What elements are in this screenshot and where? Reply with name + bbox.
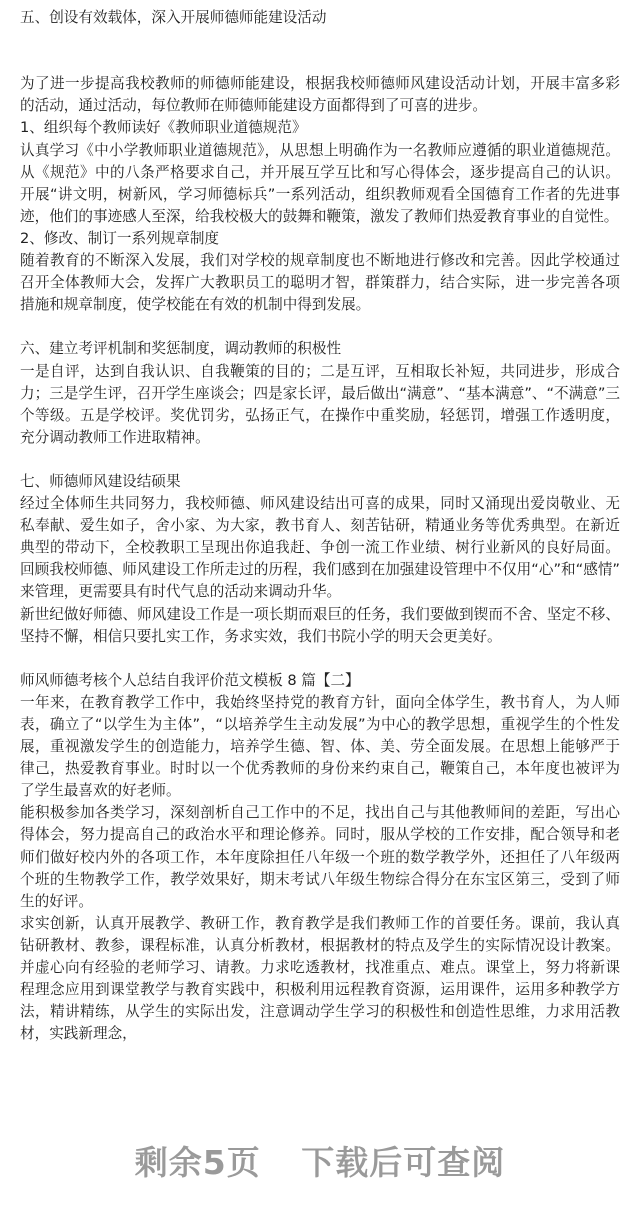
text-line: 表，确立了“以学生为主体”，“以培养学生主动发展”为中心的教学思想，重视学生的个性发 <box>20 716 620 733</box>
paragraph <box>20 117 620 139</box>
text-line: 得体会，努力提高自己的政治水平和理论修养。同时，服从学校的工作安排，配合领导和老 <box>20 826 620 844</box>
text-line: 材，实践新理念， <box>20 1025 137 1043</box>
document-section <box>20 471 620 648</box>
section-heading <box>20 670 620 692</box>
text-line: 力；三是学生评，召开学生座谈会；四是家长评，最后做出“满意”、“基本满意”、“不满意”三 <box>20 384 620 402</box>
download-prompt[interactable] <box>0 1137 640 1184</box>
text-line: 一是自评，达到自我认识、自我鞭策的目的；二是互评，互相取长补短，共同进步，形成合 <box>20 362 620 380</box>
remaining-pages-label: 剩余5页 <box>134 1143 261 1182</box>
paragraph <box>20 228 620 250</box>
paragraph <box>20 73 620 117</box>
text-line: 回顾我校师德、师风建设工作所走过的历程，我们感到在加强建设管理中不仅用“心”和“感情” <box>20 561 620 579</box>
paragraph <box>20 692 620 802</box>
text-line: 了学生最喜欢的好老师。 <box>20 782 181 800</box>
document-section <box>20 7 620 29</box>
paragraph <box>20 250 620 316</box>
text-line: 师风师德考核个人总结自我评价范文模板 8 篇【二】 <box>20 671 360 689</box>
text-line: 个等级。五是学校评。奖优罚劣，弘扬正气，在操作中重奖励，轻惩罚，增强工作透明度， <box>20 406 620 424</box>
text-line: 迹，他们的事迹感人至深，给我校极大的鼓舞和鞭策，激发了教师们热爱教育事业的自觉性。 <box>20 207 619 225</box>
paragraph <box>20 913 620 1046</box>
text-line: 求实创新，认真开展教学、教研工作，教育教学是我们教师工作的首要任务。课前，我认真 <box>20 914 620 932</box>
document-section <box>20 670 620 1046</box>
paragraph <box>20 604 620 648</box>
text-line: 来管理，更需要具有时代气息的活动来调动升华。 <box>20 583 342 601</box>
text-line: 的活动，通过活动，每位教师在师德师能建设方面都得到了可喜的进步。 <box>20 97 488 115</box>
paragraph <box>20 493 620 603</box>
text-line: 程理念应用到课堂教学与教育实践中，积极利用远程教育资源，运用课件，运用多种教学方 <box>20 981 620 999</box>
download-to-view-label[interactable]: 下载后可查阅 <box>301 1143 506 1182</box>
text-line: 2、修改、制订一系列规章制度 <box>20 229 220 247</box>
text-line: 五、创设有效载体，深入开展师德师能建设活动 <box>20 9 327 26</box>
paragraph <box>20 802 620 912</box>
text-line: 律己，热爱教育事业。时时以一个优秀教师的身份来约束自己，鞭策自己，本年度也被评为 <box>20 760 620 778</box>
text-line: 生的好评。 <box>20 892 93 910</box>
document-section <box>20 338 620 448</box>
text-line: 一年来，在教育教学工作中，我始终坚持党的教育方针，面向全体学生，教书育人，为人师 <box>20 693 620 711</box>
paragraph <box>20 361 620 449</box>
text-line: 七、师德师风建设结硕果 <box>20 472 181 490</box>
text-line: 措施和规章制度，使学校能在有效的机制中得到发展。 <box>20 296 371 314</box>
section-heading <box>20 471 620 493</box>
blank-line <box>20 648 620 670</box>
text-line: 充分调动教师工作进取精神。 <box>20 428 210 446</box>
text-line: 能积极参加各类学习，深刻剖析自己工作中的不足，找出自己与其他教师间的差距，写出心 <box>20 804 620 822</box>
section-heading <box>20 338 620 360</box>
text-line: 典型的带动下，全校教职工呈现出你追我赶、争创一流工作业绩、树行业新风的良好局面。 <box>20 539 620 557</box>
text-line: 师们做好校内外的各项工作，本年度除担任八年级一个班的数学教学外，还担任了八年级两 <box>20 848 620 866</box>
text-line: 召开全体教师大会，发挥广大教职员工的聪明才智，群策群力，结合实际，进一步完善各项 <box>20 274 620 292</box>
section-heading <box>20 7 620 29</box>
text-line: 开展“讲文明，树新风，学习师德标兵”一系列活动，组织教师观看全国德育工作者的先进事 <box>20 185 620 203</box>
blank-line <box>20 29 620 51</box>
blank-line <box>20 51 620 73</box>
text-line: 法，精讲精练，从学生的实际出发，注意调动学生学习的积极性和创造性思维，力求用活教 <box>20 1003 620 1021</box>
text-line: 私奉献、爱生如子，舍小家、为大家，教书育人、刻苦钻研，精通业务等优秀典型。在新近 <box>20 517 620 535</box>
text-line: 为了进一步提高我校教师的师德师能建设，根据我校师德师风建设活动计划，开展丰富多彩 <box>20 75 620 93</box>
paragraph <box>20 140 620 228</box>
blank-line <box>20 316 620 338</box>
text-line: 新世纪做好师德、师风建设工作是一项长期而艰巨的任务，我们要做到锲而不舍、坚定不移、 <box>20 605 620 623</box>
text-line: 钻研教材、教参，课程标准，认真分析教材，根据教材的特点及学生的实际情况设计教案。 <box>20 936 620 954</box>
text-line: 个班的生物教学工作，教学效果好，期末考试八年级生物综合得分在东宝区第三，受到了师 <box>20 870 620 888</box>
document-section <box>20 73 620 316</box>
document-body <box>20 7 620 1045</box>
text-line: 随着教育的不断深入发展，我们对学校的规章制度也不断地进行修改和完善。因此学校通过 <box>20 252 620 270</box>
text-line: 经过全体师生共同努力，我校师德、师风建设结出可喜的成果，同时又涌现出爱岗敬业、无 <box>20 495 620 513</box>
text-line: 从《规范》中的八条严格要求自己，并开展互学互比和写心得体会，逐步提高自己的认识。 <box>20 163 620 181</box>
blank-line <box>20 449 620 471</box>
text-line: 认真学习《中小学教师职业道德规范》，从思想上明确作为一名教师应遵循的职业道德规范。 <box>20 141 620 159</box>
text-line: 坚持不懈，相信只要扎实工作，务求实效，我们书院小学的明天会更美好。 <box>20 627 502 645</box>
text-line: 并虚心向有经验的老师学习、请教。力求吃透教材，找准重点、难点。课堂上，努力将新课 <box>20 959 620 977</box>
text-line: 1、组织每个教师读好《教师职业道德规范》 <box>20 119 307 137</box>
text-line: 展，重视激发学生的创造能力，培养学生德、智、体、美、劳全面发展。在思想上能够严于 <box>20 738 620 756</box>
text-line: 六、建立考评机制和奖惩制度，调动教师的积极性 <box>20 340 342 358</box>
